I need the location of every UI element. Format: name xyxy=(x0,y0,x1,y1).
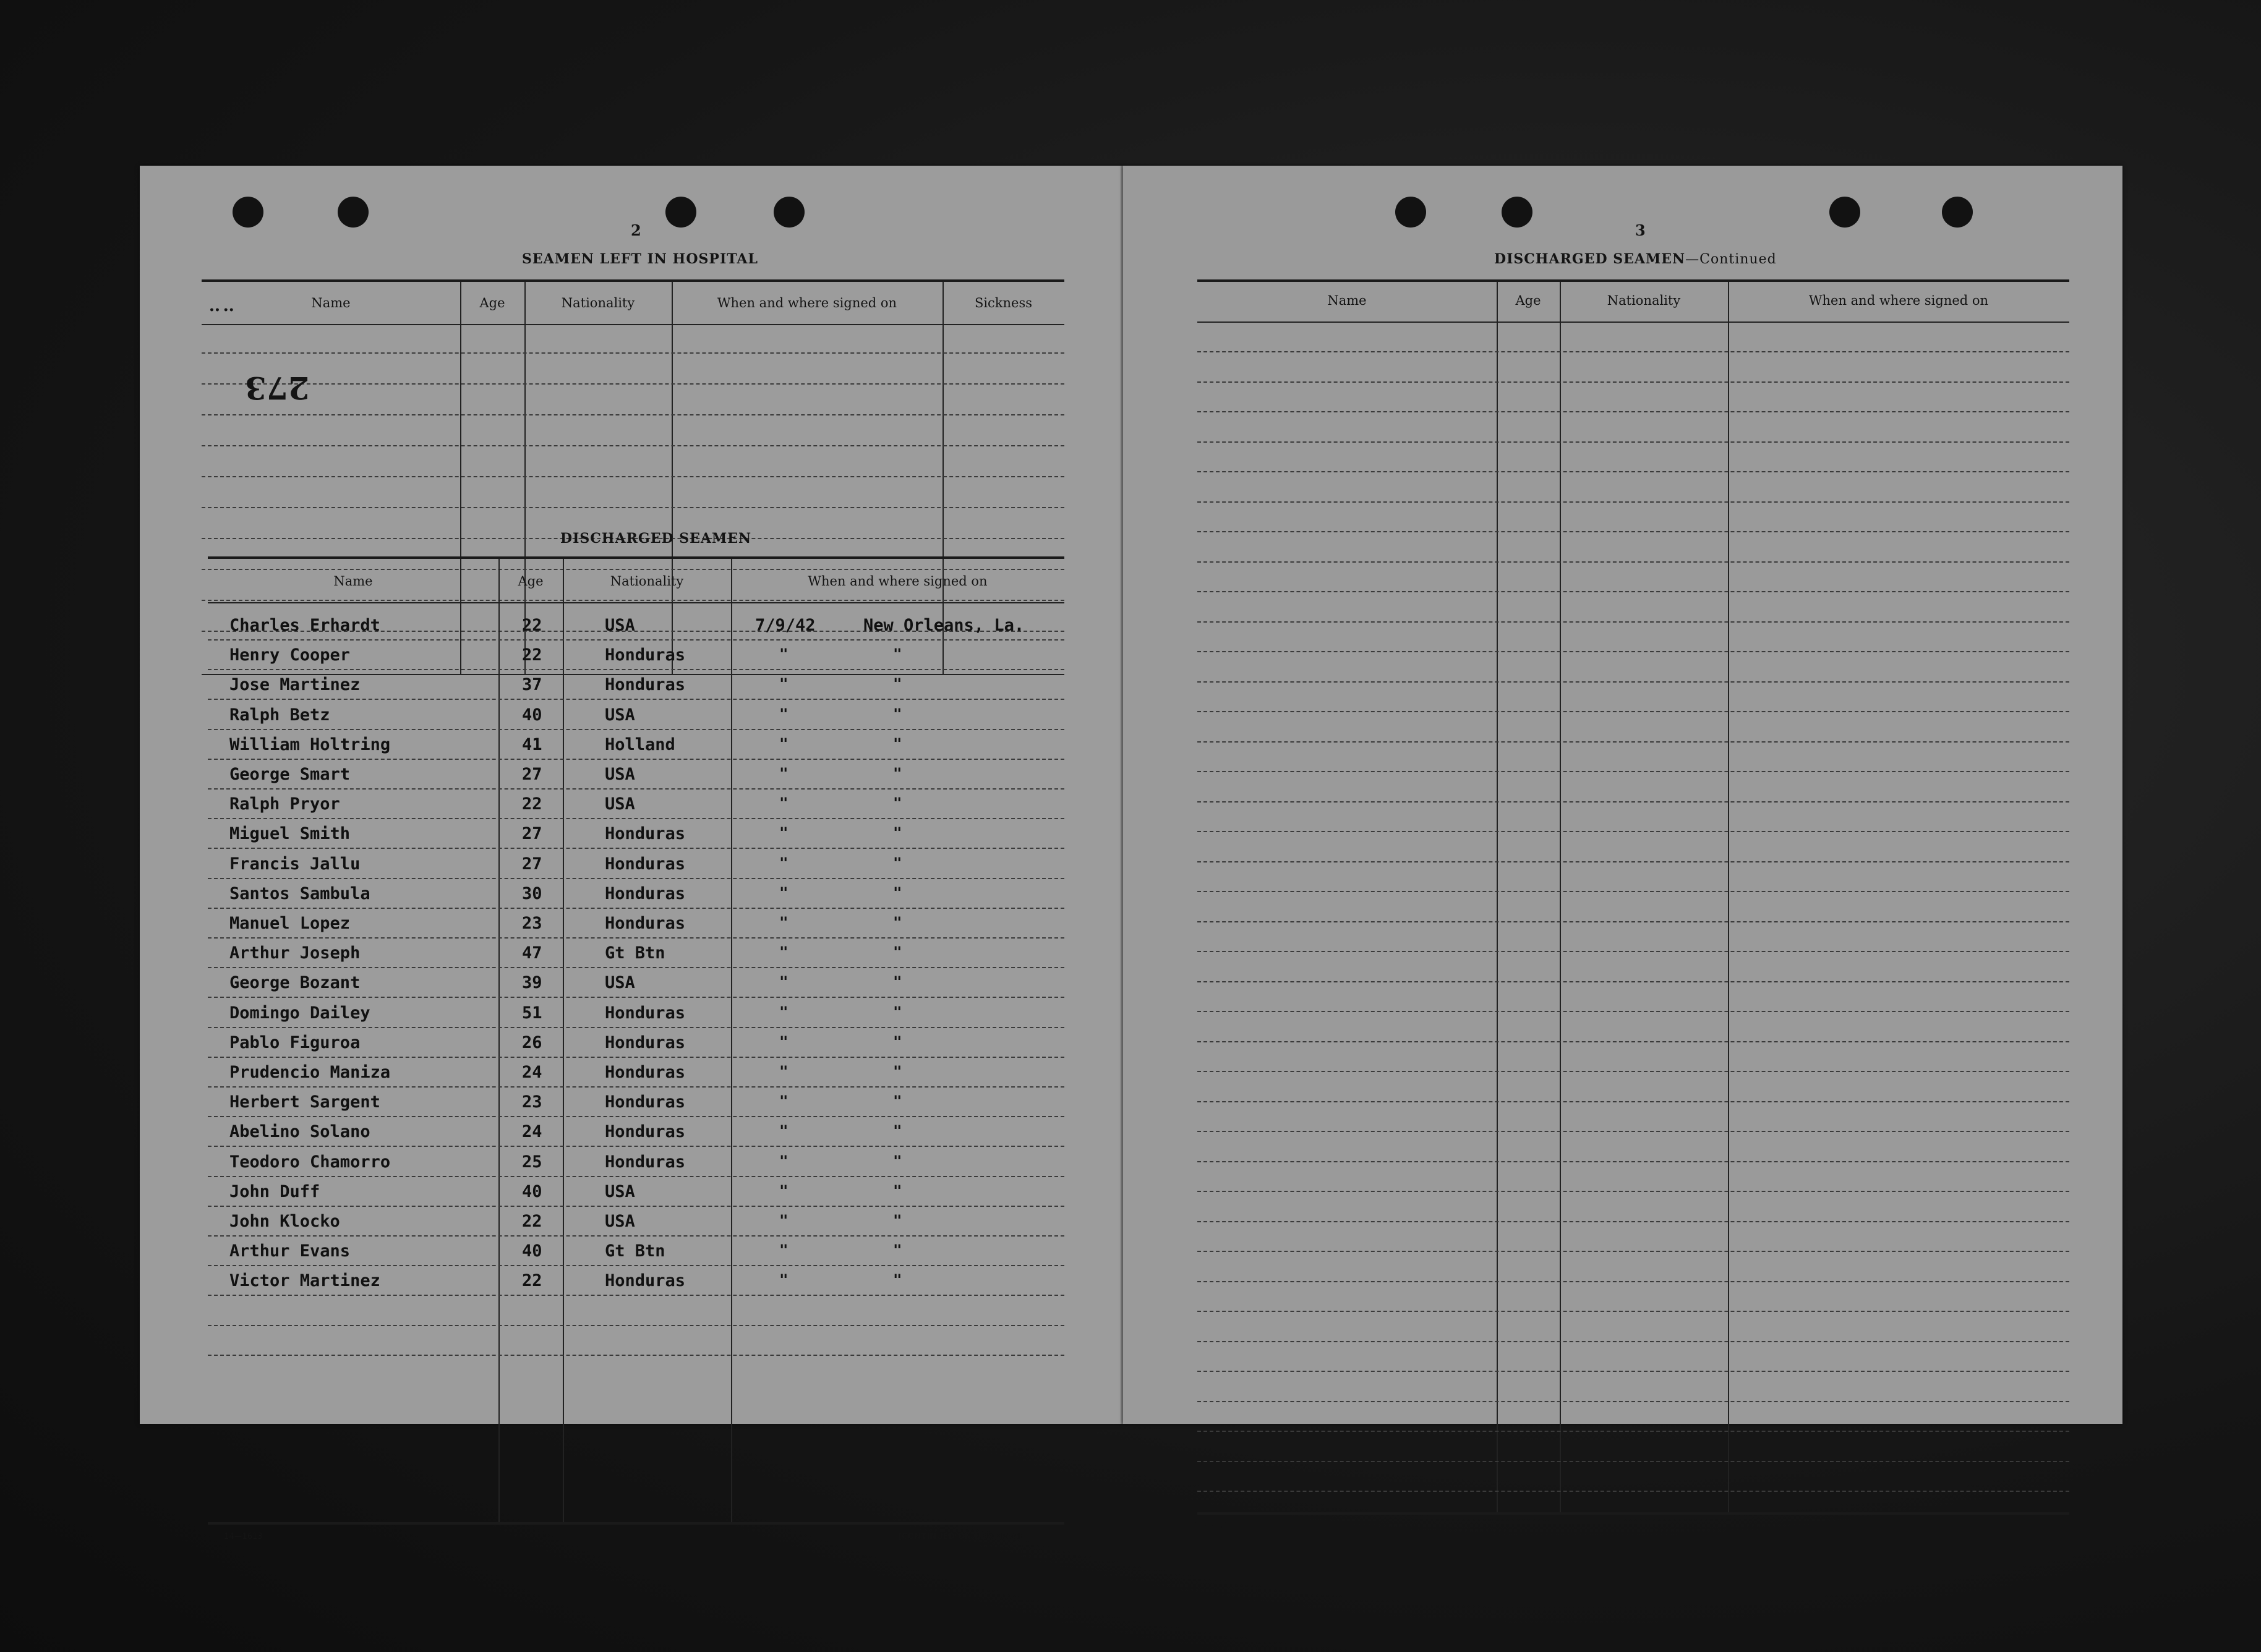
column-divider xyxy=(460,282,461,674)
continued-note: [CONTINUED ON NEXT PAGE] xyxy=(898,1532,1028,1541)
seaman-name: Prudencio Maniza xyxy=(229,1063,391,1082)
signed-on-date: " xyxy=(779,973,789,991)
row-rule xyxy=(1197,1341,2069,1342)
signed-on-place: " xyxy=(893,1152,902,1170)
right-page xyxy=(1123,166,2122,1530)
row-rule xyxy=(1197,1191,2069,1192)
right-section-title xyxy=(1494,251,1777,267)
row-rule xyxy=(208,1027,1064,1028)
signed-on-place: " xyxy=(893,943,902,961)
row-rule xyxy=(1197,1221,2069,1222)
signed-on-date: " xyxy=(779,765,789,782)
row-rule xyxy=(1197,411,2069,412)
row-rule xyxy=(1197,921,2069,922)
seaman-name: Ralph Pryor xyxy=(229,794,340,814)
section-title-continued: —Continued xyxy=(1685,252,1777,267)
signed-on-date: " xyxy=(779,854,789,872)
seaman-name: John Klocko xyxy=(229,1212,340,1231)
row-rule xyxy=(208,1235,1064,1237)
seaman-name: Jose Martinez xyxy=(229,675,361,695)
seaman-nationality: Honduras xyxy=(605,1271,686,1291)
seaman-age: 40 xyxy=(522,1182,542,1201)
row-rule xyxy=(1197,1011,2069,1012)
seaman-name: Arthur Evans xyxy=(229,1241,351,1261)
signed-on-place: " xyxy=(893,1092,902,1110)
seaman-name: Abelino Solano xyxy=(229,1122,370,1142)
signed-on-place: " xyxy=(893,883,902,901)
rule xyxy=(202,324,1064,325)
rule xyxy=(208,1522,1064,1525)
row-rule xyxy=(202,414,1064,415)
row-rule xyxy=(1197,891,2069,892)
row-rule xyxy=(208,908,1064,909)
row-rule xyxy=(1197,681,2069,683)
signed-on-date: " xyxy=(779,1241,789,1259)
seaman-name: Charles Erhardt xyxy=(229,616,380,635)
signed-on-place: " xyxy=(893,645,902,663)
row-rule xyxy=(202,383,1064,385)
row-rule xyxy=(1197,951,2069,952)
signed-on-date: " xyxy=(779,675,789,693)
row-rule xyxy=(1197,1101,2069,1102)
seaman-nationality: Honduras xyxy=(605,675,686,695)
column-header: Nationality xyxy=(1607,293,1681,308)
seaman-nationality: Honduras xyxy=(605,1063,686,1082)
seaman-nationality: USA xyxy=(605,705,635,725)
page-number: 3 xyxy=(1635,221,1646,239)
column-divider xyxy=(731,559,732,1522)
signed-on-place: " xyxy=(893,705,902,723)
row-rule xyxy=(1197,1461,2069,1462)
form-number: 14—1613 xyxy=(1195,1521,1234,1530)
row-rule xyxy=(202,507,1064,508)
signed-on-place: " xyxy=(893,1182,902,1199)
seaman-nationality: Honduras xyxy=(605,1092,686,1112)
row-rule xyxy=(1197,771,2069,772)
corner-mark: •• •• xyxy=(209,305,234,315)
seaman-name: George Smart xyxy=(229,765,351,784)
rule xyxy=(202,279,1064,282)
column-divider xyxy=(942,282,944,674)
seaman-nationality: Honduras xyxy=(605,854,686,874)
column-header: When and where signed on xyxy=(1808,293,1989,308)
row-rule xyxy=(1197,1041,2069,1042)
seaman-nationality: USA xyxy=(605,616,635,635)
row-rule xyxy=(1197,1251,2069,1252)
seaman-name: Arthur Joseph xyxy=(229,943,361,963)
signed-on-date: " xyxy=(779,1063,789,1080)
seaman-age: 22 xyxy=(522,645,542,665)
seaman-name: Victor Martinez xyxy=(229,1271,380,1291)
row-rule xyxy=(1197,441,2069,443)
column-divider xyxy=(1497,282,1498,1512)
signed-on-date: 7/9/42 xyxy=(755,616,816,635)
punch-hole xyxy=(1502,197,1532,228)
column-divider xyxy=(672,282,673,674)
row-rule xyxy=(208,1265,1064,1266)
row-rule xyxy=(208,669,1064,670)
seaman-name: Teodoro Chamorro xyxy=(229,1152,391,1172)
seaman-nationality: Holland xyxy=(605,734,675,754)
signed-on-place: " xyxy=(893,1003,902,1021)
punch-hole xyxy=(1395,197,1426,228)
seaman-name: William Holtring xyxy=(229,734,391,754)
row-rule xyxy=(208,937,1064,939)
seaman-nationality: Honduras xyxy=(605,1122,686,1142)
punch-hole xyxy=(338,197,369,228)
row-rule xyxy=(1197,381,2069,383)
signed-on-date: " xyxy=(779,943,789,961)
column-divider xyxy=(1728,282,1729,1512)
row-rule xyxy=(1197,981,2069,982)
signed-on-place: " xyxy=(893,1122,902,1140)
row-rule xyxy=(202,476,1064,477)
column-header: Age xyxy=(518,574,544,589)
rule xyxy=(1197,279,2069,282)
seaman-age: 22 xyxy=(522,794,542,814)
signed-on-place: " xyxy=(893,1271,902,1289)
seaman-age: 22 xyxy=(522,616,542,635)
signed-on-date: " xyxy=(779,1122,789,1140)
row-rule xyxy=(1197,1161,2069,1162)
row-rule xyxy=(1197,1131,2069,1132)
row-rule xyxy=(208,1086,1064,1088)
signed-on-place: " xyxy=(893,854,902,872)
signed-on-place: " xyxy=(893,734,902,752)
seaman-nationality: Honduras xyxy=(605,1152,686,1172)
row-rule xyxy=(1197,831,2069,832)
row-rule xyxy=(208,1325,1064,1326)
seaman-age: 25 xyxy=(522,1152,542,1172)
seaman-nationality: Honduras xyxy=(605,824,686,844)
column-header: Sickness xyxy=(974,296,1033,310)
row-rule xyxy=(208,639,1064,641)
row-rule xyxy=(208,997,1064,998)
signed-on-date: " xyxy=(779,1182,789,1199)
seaman-name: Miguel Smith xyxy=(229,824,351,844)
seaman-age: 22 xyxy=(522,1271,542,1291)
row-rule xyxy=(208,1355,1064,1356)
form-number: 14—1613 xyxy=(224,1532,263,1541)
seaman-age: 23 xyxy=(522,1092,542,1112)
seaman-nationality: Honduras xyxy=(605,645,686,665)
rule xyxy=(1197,321,2069,323)
row-rule xyxy=(1197,801,2069,803)
signed-on-place: " xyxy=(893,675,902,693)
column-divider xyxy=(563,559,564,1522)
signed-on-date: " xyxy=(779,883,789,901)
seaman-age: 26 xyxy=(522,1032,542,1052)
row-rule xyxy=(208,818,1064,819)
row-rule xyxy=(1197,501,2069,503)
row-rule xyxy=(208,1206,1064,1207)
row-rule xyxy=(1197,531,2069,532)
seaman-age: 27 xyxy=(522,854,542,874)
seaman-age: 51 xyxy=(522,1003,542,1023)
signed-on-date: " xyxy=(779,1271,789,1289)
signed-on-place: " xyxy=(893,765,902,782)
row-rule xyxy=(202,569,1064,570)
rule xyxy=(208,602,1064,603)
row-rule xyxy=(1197,861,2069,862)
signed-on-place: " xyxy=(893,1032,902,1050)
row-rule xyxy=(1197,1401,2069,1402)
column-header: Nationality xyxy=(561,296,635,310)
row-rule xyxy=(208,1057,1064,1058)
column-header: Age xyxy=(479,296,505,310)
signed-on-place: " xyxy=(893,1212,902,1229)
row-rule xyxy=(208,788,1064,790)
signed-on-date: " xyxy=(779,914,789,931)
signed-on-place: " xyxy=(893,1063,902,1080)
column-header: Age xyxy=(1515,293,1541,308)
seaman-age: 27 xyxy=(522,765,542,784)
row-rule xyxy=(1197,621,2069,623)
row-rule xyxy=(208,878,1064,879)
seaman-nationality: Gt Btn xyxy=(605,943,665,963)
seaman-age: 39 xyxy=(522,973,542,993)
column-header: When and where signed on xyxy=(717,296,897,310)
column-header: Name xyxy=(1327,293,1367,308)
punch-hole xyxy=(1829,197,1860,228)
seaman-age: 27 xyxy=(522,824,542,844)
row-rule xyxy=(202,445,1064,446)
row-rule xyxy=(1197,351,2069,352)
row-rule xyxy=(1197,1281,2069,1282)
hospital-section-title: SEAMEN LEFT IN HOSPITAL xyxy=(522,251,758,267)
row-rule xyxy=(1197,591,2069,592)
row-rule xyxy=(1197,651,2069,652)
row-rule xyxy=(208,729,1064,730)
seaman-nationality: USA xyxy=(605,1182,635,1201)
row-rule xyxy=(208,1295,1064,1296)
row-rule xyxy=(208,759,1064,760)
signed-on-date: " xyxy=(779,705,789,723)
row-rule xyxy=(208,1146,1064,1147)
left-page xyxy=(140,166,1123,1541)
seaman-name: Francis Jallu xyxy=(229,854,361,874)
signed-on-date: " xyxy=(779,1212,789,1229)
signed-on-date: " xyxy=(779,1032,789,1050)
punch-hole xyxy=(774,197,805,228)
column-header: Name xyxy=(333,574,373,589)
row-rule xyxy=(1197,711,2069,712)
page-number: 2 xyxy=(631,221,641,239)
seaman-age: 22 xyxy=(522,1212,542,1231)
signed-on-date: " xyxy=(779,734,789,752)
seaman-age: 30 xyxy=(522,883,542,903)
row-rule xyxy=(1197,471,2069,472)
row-rule xyxy=(202,600,1064,601)
seaman-name: John Duff xyxy=(229,1182,320,1201)
seaman-nationality: Honduras xyxy=(605,1032,686,1052)
seaman-name: Ralph Betz xyxy=(229,705,330,725)
seaman-age: 24 xyxy=(522,1122,542,1142)
seaman-name: Santos Sambula xyxy=(229,883,370,903)
column-divider xyxy=(498,559,500,1522)
seaman-nationality: Gt Btn xyxy=(605,1241,665,1261)
signed-on-date: " xyxy=(779,1092,789,1110)
punch-hole xyxy=(233,197,263,228)
punch-hole xyxy=(1942,197,1973,228)
seaman-age: 47 xyxy=(522,943,542,963)
row-rule xyxy=(1197,1311,2069,1312)
seaman-name: George Bozant xyxy=(229,973,361,993)
seaman-age: 24 xyxy=(522,1063,542,1082)
signed-on-date: " xyxy=(779,1003,789,1021)
row-rule xyxy=(208,699,1064,700)
seaman-age: 40 xyxy=(522,1241,542,1261)
seaman-name: Pablo Figuroa xyxy=(229,1032,361,1052)
rule xyxy=(1197,1512,2069,1515)
signed-on-place: " xyxy=(893,914,902,931)
row-rule xyxy=(1197,1491,2069,1492)
seaman-nationality: USA xyxy=(605,794,635,814)
section-title-main: DISCHARGED SEAMEN xyxy=(1494,251,1686,267)
signed-on-date: " xyxy=(779,645,789,663)
rule xyxy=(208,556,1064,559)
row-rule xyxy=(208,1176,1064,1177)
column-header: Name xyxy=(311,296,351,310)
seaman-nationality: Honduras xyxy=(605,1003,686,1023)
row-rule xyxy=(1197,1071,2069,1072)
row-rule xyxy=(208,848,1064,849)
punch-hole xyxy=(665,197,696,228)
signed-on-place: New Orleans, La. xyxy=(863,616,1025,635)
seaman-nationality: USA xyxy=(605,1212,635,1231)
column-header: When and where signed on xyxy=(808,574,988,589)
signed-on-place: " xyxy=(893,1241,902,1259)
row-rule xyxy=(208,1116,1064,1117)
seaman-age: 23 xyxy=(522,914,542,933)
seaman-age: 37 xyxy=(522,675,542,695)
handwritten-number: 273 xyxy=(245,370,310,406)
seaman-nationality: Honduras xyxy=(605,883,686,903)
signed-on-date: " xyxy=(779,1152,789,1170)
signed-on-date: " xyxy=(779,824,789,842)
row-rule xyxy=(202,352,1064,354)
column-divider xyxy=(524,282,526,674)
seaman-name: Manuel Lopez xyxy=(229,914,351,933)
signed-on-place: " xyxy=(893,794,902,812)
seaman-name: Henry Cooper xyxy=(229,645,351,665)
column-divider xyxy=(1560,282,1561,1512)
signed-on-place: " xyxy=(893,824,902,842)
column-header: Nationality xyxy=(610,574,684,589)
row-rule xyxy=(1197,1431,2069,1432)
row-rule xyxy=(1197,741,2069,743)
row-rule xyxy=(1197,1371,2069,1372)
seaman-name: Herbert Sargent xyxy=(229,1092,380,1112)
seaman-age: 40 xyxy=(522,705,542,725)
seaman-nationality: USA xyxy=(605,973,635,993)
seaman-name: Domingo Dailey xyxy=(229,1003,370,1023)
seaman-nationality: Honduras xyxy=(605,914,686,933)
seaman-nationality: USA xyxy=(605,765,635,784)
signed-on-place: " xyxy=(893,973,902,991)
row-rule xyxy=(208,967,1064,968)
row-rule xyxy=(1197,561,2069,563)
discharged-section-title: DISCHARGED SEAMEN xyxy=(560,530,752,547)
signed-on-date: " xyxy=(779,794,789,812)
seaman-age: 41 xyxy=(522,734,542,754)
